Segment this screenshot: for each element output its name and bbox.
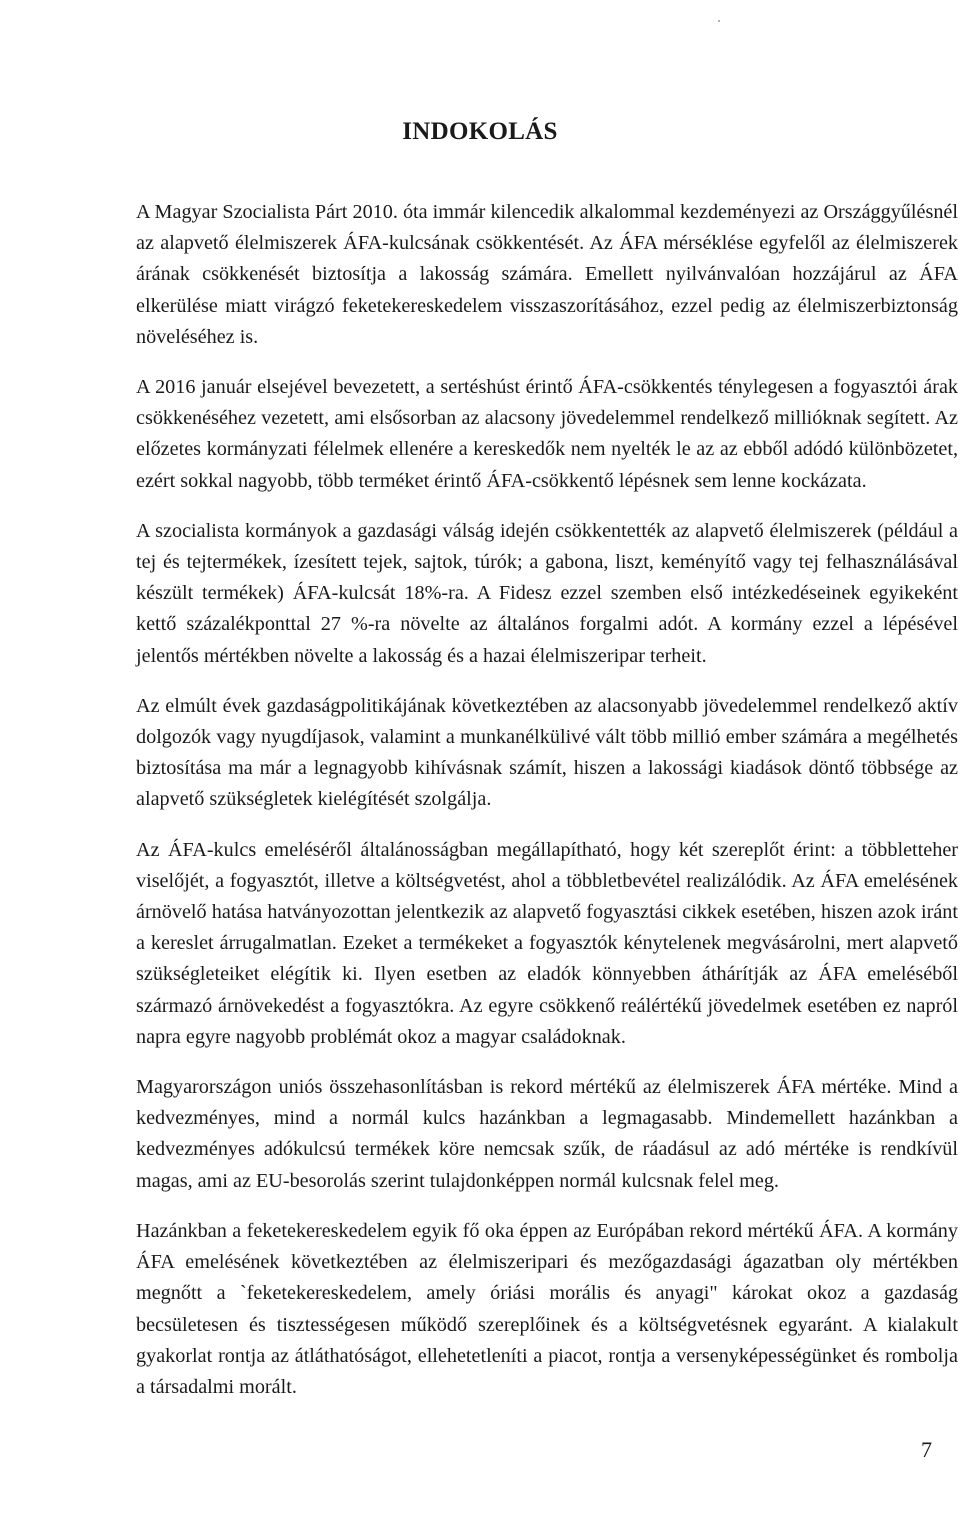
paragraph-1: A Magyar Szocialista Párt 2010. óta immár kilencedik alkalommal kezdeményezi az Országgyűlésnél az alapvető élelmiszerek ÁFA-kulcsának csökkentését. Az ÁFA mérséklése egyfelől az élelmiszerek árának csökkenését biztosítja a lakosság számára. Emellett nyilvánvalóan hozzájárul az ÁFA elkerülése miatt virágzó feketekereskedelem visszaszorításához, ezzel pedig az élelmiszerbiztonság növeléséhez is. bbox=[136, 201, 958, 348]
page-title: INDOKOLÁS bbox=[402, 118, 558, 145]
paragraph-2: A 2016 január elsejével bevezetett, a sertéshúst érintő ÁFA-csökkentés ténylegesen a fogyasztói árak csökkenéséhez vezetett, ami elsősorban az alacsony jövedelemmel rendelkező millióknak segített. Az előzetes kormányzati félelmek ellenére a kereskedők nem nyelték le az az ebből adódó különbözetet, ezért sokkal nagyobb, több terméket érintő ÁFA-csökkentő lépésnek sem lenne kockázata. bbox=[136, 376, 958, 492]
paragraph-3: A szocialista kormányok a gazdasági válság idején csökkentették az alapvető élelmiszerek (például a tej és tejtermékek, ízesített tejek, sajtok, túrók; a gabona, liszt, keményítő vagy tej felhasználásával készült termékek) ÁFA-kulcsát 18%-ra. A Fidesz ezzel szemben első intézkedéseinek egyikeként kettő százalékponttal 27 %-ra növelte az általános forgalmi adót. A kormány ezzel a lépésével jelentős mértékben növelte a lakosság és a hazai élelmiszeripar terheit. bbox=[136, 519, 958, 667]
paragraph-6: Magyarországon uniós összehasonlításban is rekord mértékű az élelmiszerek ÁFA mértéke. Mind a kedvezményes, mind a normál kulcs hazánkban a legmagasabb. Mindemellett hazánkban a kedvezményes adókulcsú termékek köre nemcsak szűk, de ráadásul az adó mértéke is rendkívül magas, ami az EU-besorolás szerint tulajdonképpen normál kulcsnak felel meg. bbox=[136, 1076, 958, 1192]
page-number: 7 bbox=[921, 1437, 932, 1462]
body-text bbox=[136, 197, 958, 1422]
paragraph-5: Az ÁFA-kulcs emeléséről általánosságban megállapítható, hogy két szereplőt érint: a többletteher viselőjét, a fogyasztót, illetve a költségvetést, ahol a többletbevétel realizálódik. Az ÁFA emelésének árnövelő hatása hatványozottan jelentkezik az alapvető fogyasztási cikkek esetében, hiszen azok iránt a kereslet árrugalmatlan. Ezeket a termékeket a fogyasztók kénytelenek megvásárolni, mert alapvető szükségleteiket elégítik ki. Ilyen esetben az eladók könnyebben áthárítják az ÁFA emeléséből származó árnövekedést a fogyasztókra. Az egyre csökkenő reálértékű jövedelmek esetében ez napról napra egyre nagyobb problémát okoz a magyar családoknak. bbox=[136, 838, 958, 1048]
scan-speck bbox=[718, 20, 720, 22]
paragraph-7: Hazánkban a feketekereskedelem egyik fő oka éppen az Európában rekord mértékű ÁFA. A kormány ÁFA emelésének következtében az élelmiszeripari és mezőgazdasági ágazatban oly mértékben megnőtt a `feketekereskedelem, amely óriási morális és anyagi" károkat okoz a gazdaság becsületesen és tisztességesen működő szereplőinek és a költségvetésnek egyaránt. A kialakult gyakorlat rontja az átláthatóságot, ellehetetleníti a piacot, rontja a versenyképességünket és rombolja a társadalmi morált. bbox=[136, 1219, 958, 1398]
paragraph-4: Az elmúlt évek gazdaságpolitikájának következtében az alacsonyabb jövedelemmel rendelkező aktív dolgozók vagy nyugdíjasok, valamint a munkanélkülivé vált több millió ember számára a megélhetés biztosítása ma már a legnagyobb kihívásnak számít, hiszen a lakossági kiadások döntő többsége az alapvető szükségletek kielégítését szolgálja. bbox=[136, 694, 958, 811]
